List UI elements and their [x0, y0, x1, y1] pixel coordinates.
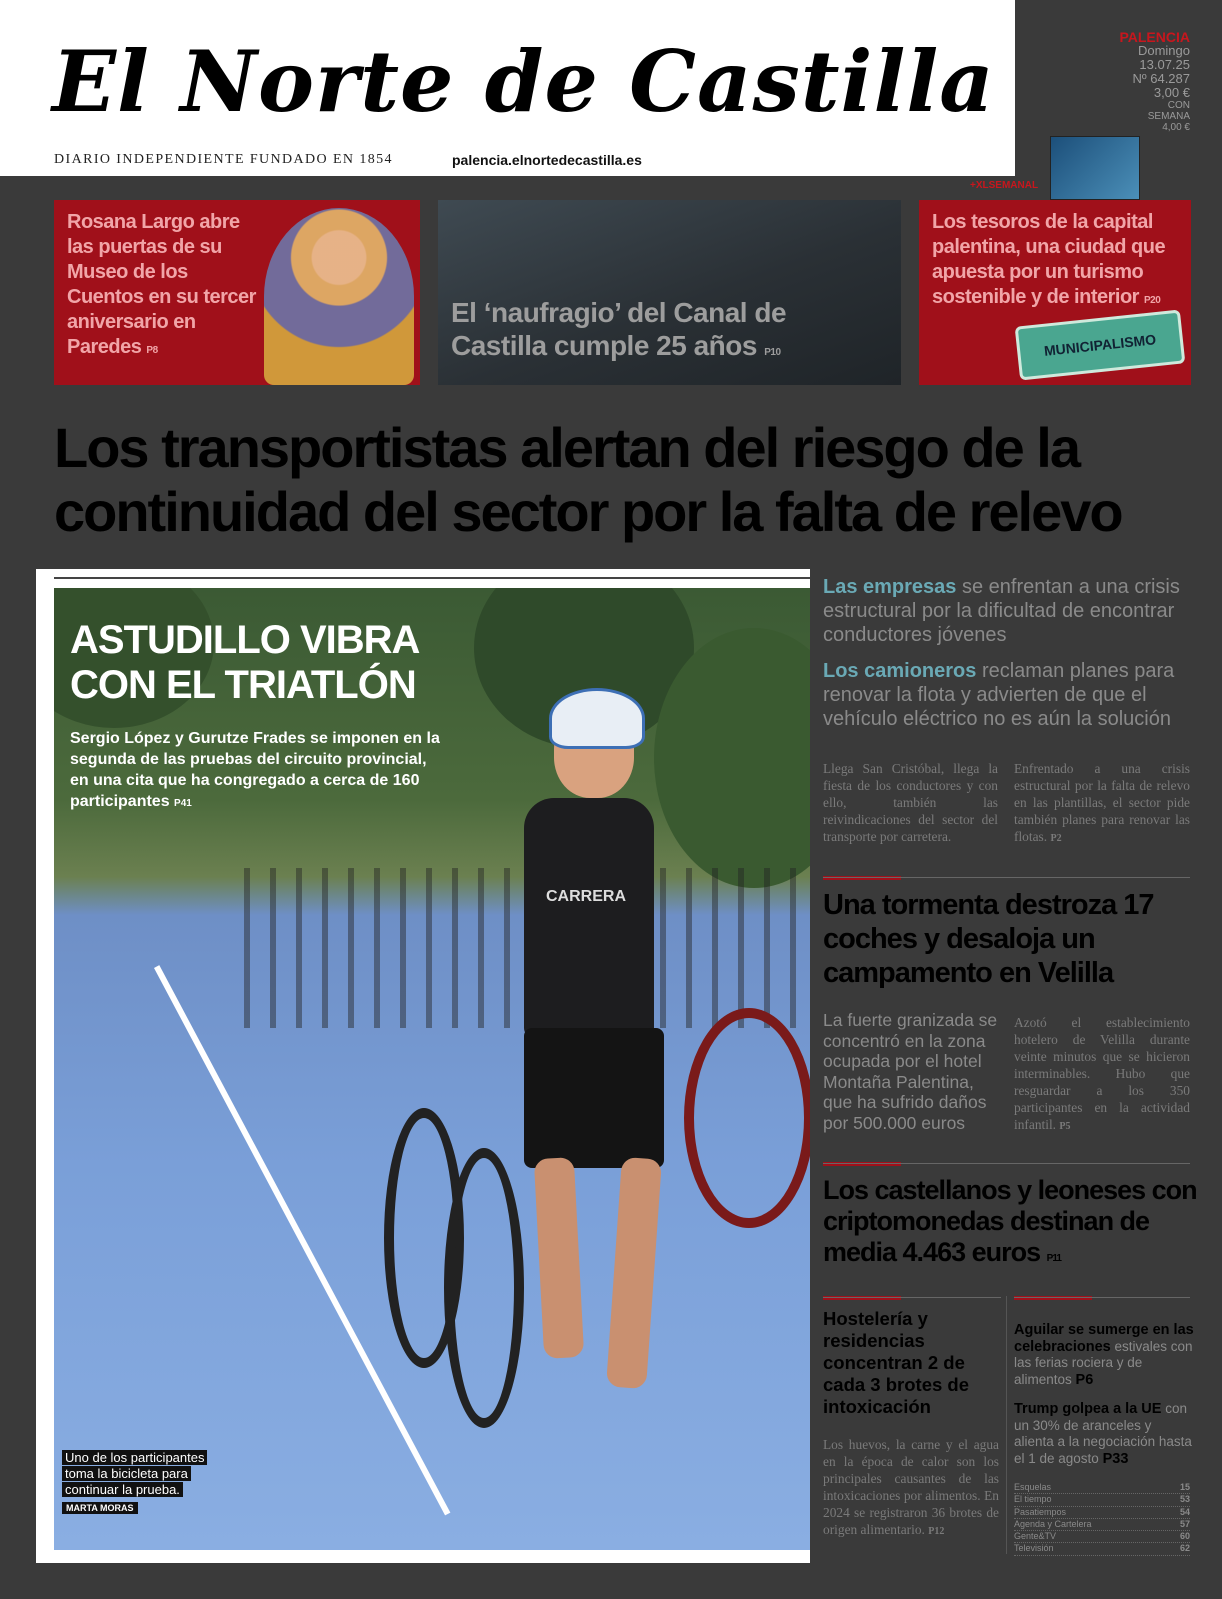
jersey-text: CARRERA: [546, 888, 626, 905]
bike-wheel: [444, 1148, 524, 1428]
xlsemanal-thumbnail[interactable]: [1050, 136, 1140, 200]
athlete-shorts: [524, 1028, 664, 1168]
index-row[interactable]: Pasatiempos 54: [1014, 1507, 1190, 1519]
teaser-canal-castilla[interactable]: [438, 200, 901, 385]
deck-paragraph: Las empresas se enfrentan a una crisis estructural por la dificultad de encontrar conductores jóvenes: [823, 576, 1180, 646]
edition-semana: SEMANA: [1147, 111, 1190, 122]
index-row[interactable]: Televisión 62: [1014, 1543, 1190, 1555]
photo-story-subtitle: Sergio López y Gurutze Frades se imponen en la segunda de las pruebas del circuito provincial, en una cita que ha congregado a cerca de 160 participantes P41: [70, 730, 440, 810]
index-row[interactable]: Gente&TV 60: [1014, 1531, 1190, 1543]
divider: [823, 1297, 1001, 1298]
story-headline-intoxicacion[interactable]: Hostelería y residencias concentran 2 de cada 3 brotes de intoxicación: [823, 1308, 970, 1417]
photo-story-title[interactable]: ASTUDILLO VIBRA CON EL TRIATLÓN: [70, 618, 418, 707]
divider: [823, 877, 1190, 878]
lead-story-deck: [823, 575, 1193, 743]
column-separator: [1006, 1296, 1007, 1554]
teaser-text: El ‘naufragio’ del Canal de Castilla cumple 25 años P10: [451, 297, 787, 361]
triathlon-photo[interactable]: [54, 588, 810, 1550]
edition-city: PALENCIA: [1119, 29, 1190, 45]
portrait-photo: [264, 208, 414, 385]
brief-aguilar[interactable]: Aguilar se sumerge en las celebraciones estivales con las ferias rociera y de alimentos P6: [1014, 1322, 1194, 1388]
photo-caption: Uno de los participantes toma la bicicleta para continuar la prueba.: [62, 1450, 232, 1498]
story-headline-criptomonedas[interactable]: Los castellanos y leoneses con criptomonedas destinan de media 4.463 euros P11: [823, 1175, 1197, 1267]
story-body: Azotó el establecimiento hotelero de Velilla durante veinte minutos que se hicieron interminables. Hubo que resguardar a los 350 participantes en la actividad infantil. P5: [1014, 1015, 1190, 1132]
index-row[interactable]: Agenda y Cartelera 57: [1014, 1519, 1190, 1531]
municipalismo-badge: MUNICIPALISMO: [1015, 309, 1186, 380]
edition-con: CON: [1167, 100, 1190, 111]
index-row[interactable]: Esquelas 15: [1014, 1482, 1190, 1494]
edition-date: 13.07.25: [1139, 57, 1190, 72]
edition-number: Nº 64.287: [1132, 71, 1190, 86]
story-headline-tormenta[interactable]: Una tormenta destroza 17 coches y desaloja un campamento en Velilla: [823, 889, 1154, 989]
deck-paragraph: Los camioneros reclaman planes para renovar la flota y advierten de que el vehículo eléctrico no es aún la solución: [823, 660, 1175, 730]
helmet: [549, 688, 645, 749]
tagline: DIARIO INDEPENDIENTE FUNDADO EN 1854: [54, 152, 393, 167]
edition-price-supplement: 4,00 €: [1162, 122, 1190, 133]
photo-top-rule: [54, 577, 810, 579]
teaser-text: Los tesoros de la capital palentina, una ciudad que apuesta por un turismo sostenible y de interior P20: [932, 211, 1166, 308]
website-link[interactable]: palencia.elnortedecastilla.es: [452, 152, 642, 168]
teaser-tesoros-capital[interactable]: [919, 200, 1191, 385]
teaser-text: Rosana Largo abre las puertas de su Museo de los Cuentos en su tercer aniversario en Paredes P8: [67, 211, 256, 358]
story-body: Los huevos, la carne y el agua en la época de calor son los principales causantes de las intoxicaciones por alimentos. En 2024 se registraron 36 brotes de origen alimentario. P12: [823, 1437, 999, 1537]
supplement-label: +XLSEMANAL: [970, 180, 1039, 191]
edition-day: Domingo: [1137, 43, 1190, 58]
athlete-torso: [524, 798, 654, 1038]
section-index: [1014, 1482, 1190, 1556]
index-row[interactable]: El tiempo 53: [1014, 1494, 1190, 1506]
story-deck: La fuerte granizada se concentró en la zona ocupada por el hotel Montaña Palentina, que ha sufrido daños por 500.000 euros: [823, 1010, 998, 1133]
edition-price: 3,00 €: [1153, 85, 1190, 100]
teaser-museo-cuentos[interactable]: [54, 200, 420, 385]
brief-trump[interactable]: Trump golpea a la UE con un 30% de aranceles y alienta a la negociación hasta el 1 de agosto P33: [1014, 1401, 1192, 1467]
bike-wheel: [684, 1008, 810, 1228]
masthead: [0, 0, 1015, 176]
athlete-leg: [534, 1157, 584, 1359]
divider: [823, 1163, 1190, 1164]
lead-story-body: Enfrentado a una crisis estructural por la falta de relevo en las plantillas, el sector pide también planes para renovar las flotas. P2: [1014, 761, 1190, 844]
main-headline[interactable]: Los transportistas alertan del riesgo de la continuidad del sector por la falta de relevo: [54, 416, 1122, 543]
newspaper-logo[interactable]: El Norte de Castilla: [52, 32, 995, 131]
edition-info: [1080, 30, 1190, 133]
lead-story-body: Llega San Cristóbal, llega la fiesta de los conductores y con ello, también las reivindicaciones del sector del transporte por carretera.: [823, 761, 998, 844]
photo-credit: MARTA MORAS: [62, 1502, 138, 1514]
athlete-leg: [606, 1157, 662, 1389]
divider: [1014, 1297, 1190, 1298]
